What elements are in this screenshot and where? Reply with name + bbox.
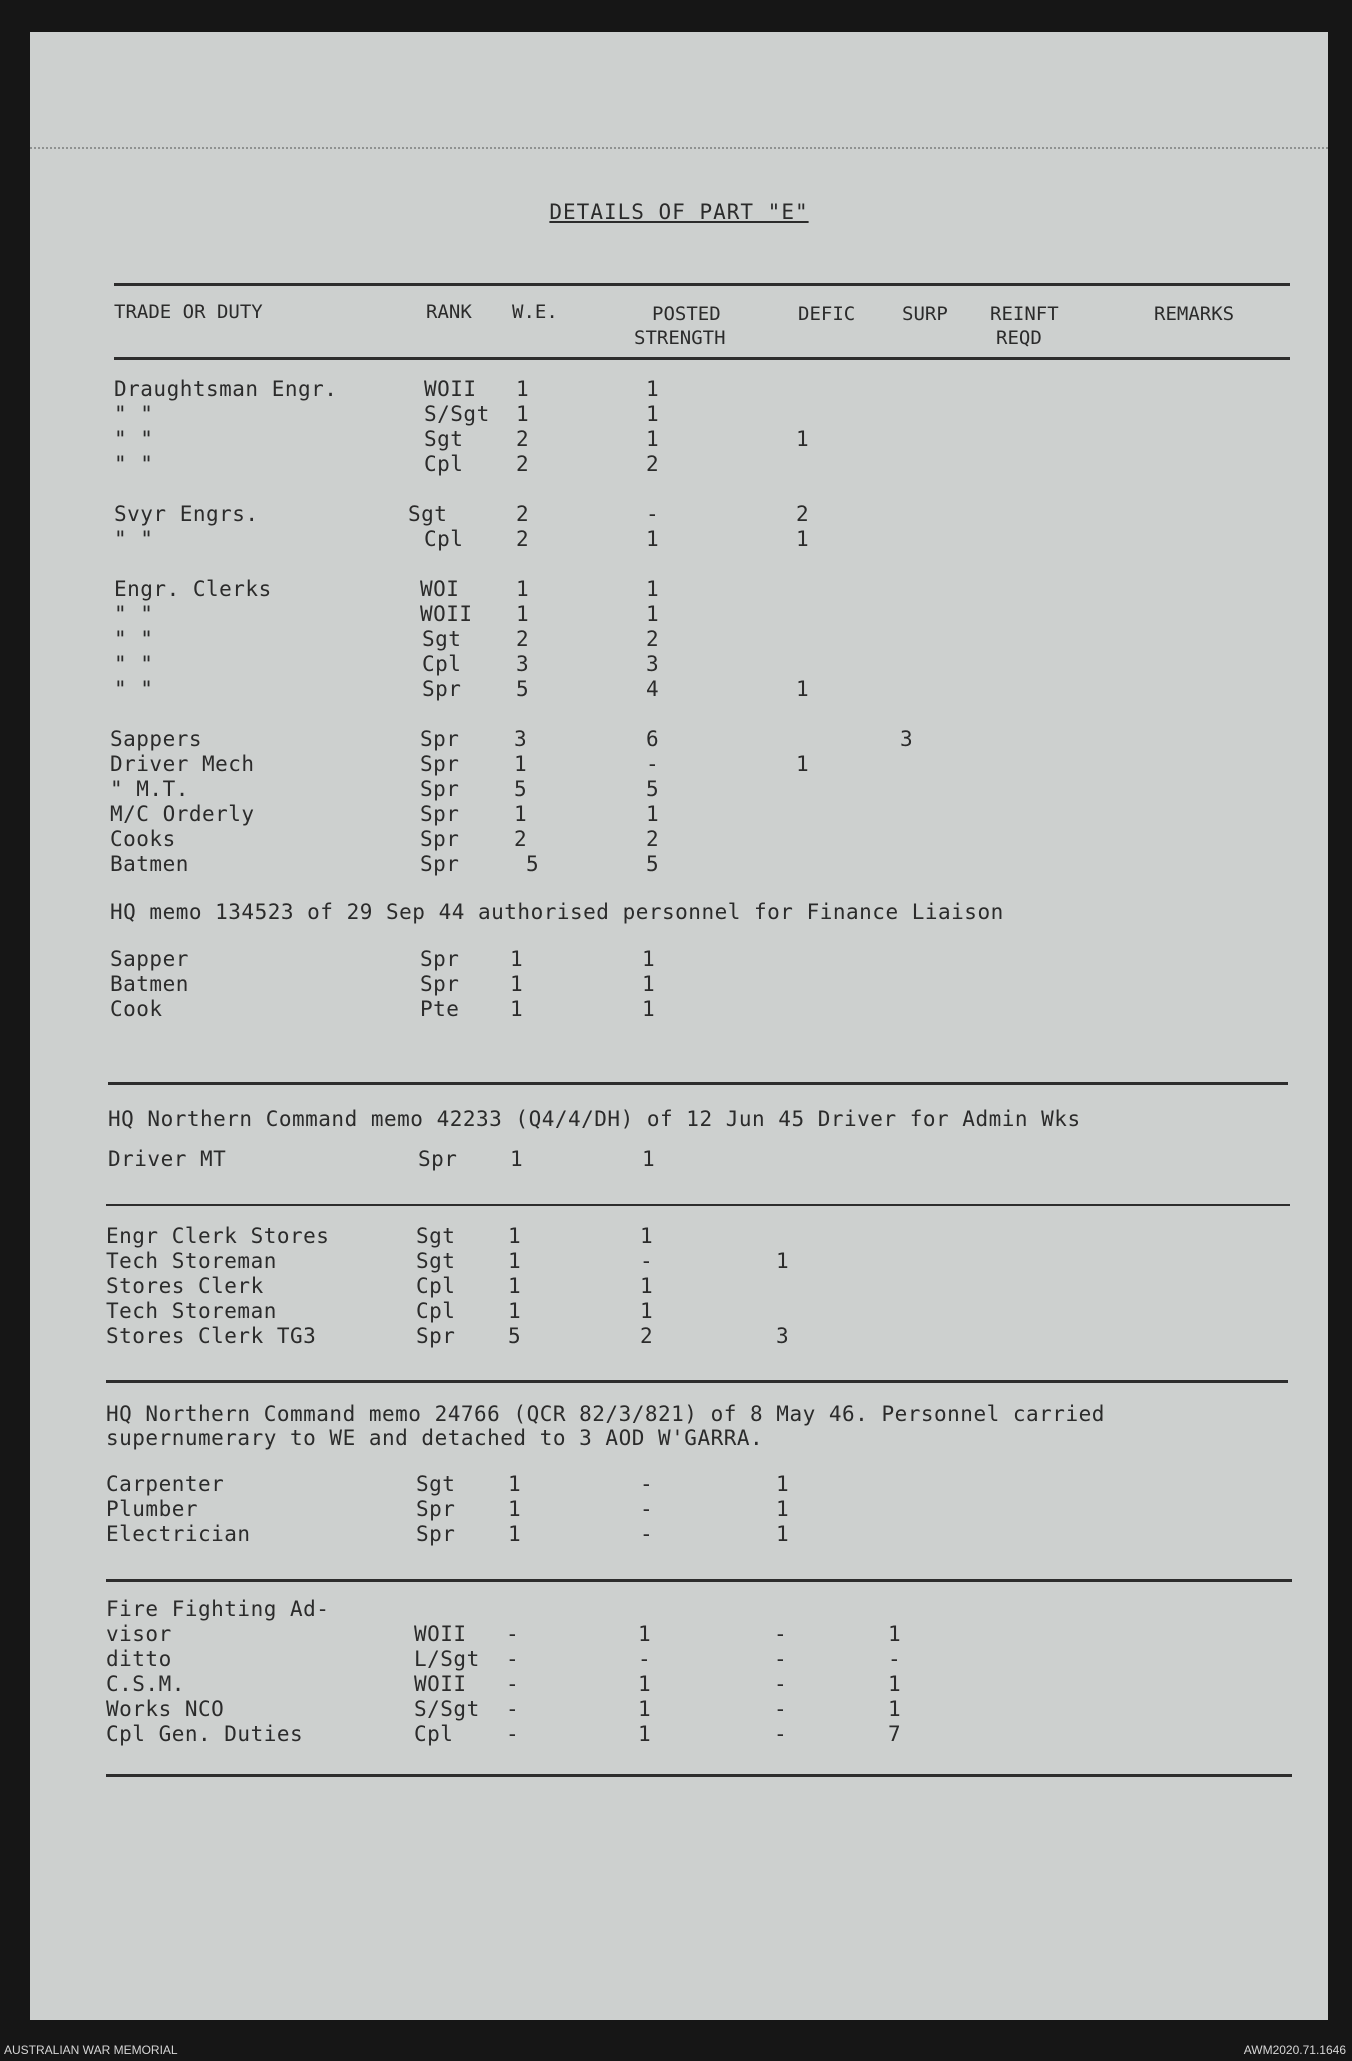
trade-cell: C.S.M. xyxy=(106,1672,185,1696)
header-surp: SURP xyxy=(902,303,948,325)
posted-cell: 1 xyxy=(638,1722,652,1746)
rank-cell: Spr xyxy=(420,802,460,826)
table-row xyxy=(30,1299,1328,1324)
we-cell: 3 xyxy=(514,727,528,751)
table-row xyxy=(30,1597,1328,1622)
rank-cell: Cpl xyxy=(416,1299,456,1323)
trade-cell: Works NCO xyxy=(106,1697,225,1721)
table-row xyxy=(30,677,1328,702)
rank-cell: S/Sgt xyxy=(424,402,490,426)
footer-source: AUSTRALIAN WAR MEMORIAL xyxy=(4,2043,178,2057)
table-row xyxy=(30,502,1328,527)
defic-cell: - xyxy=(774,1622,788,1646)
header-reqd: REQD xyxy=(996,327,1042,349)
we-cell: 3 xyxy=(516,652,530,676)
header-bottom-rule xyxy=(114,357,1290,360)
we-cell: - xyxy=(506,1622,520,1646)
table-row xyxy=(30,652,1328,677)
header-posted: POSTED xyxy=(652,303,721,325)
table-row xyxy=(30,1672,1328,1697)
we-cell: 5 xyxy=(508,1324,522,1348)
rank-cell: Pte xyxy=(420,997,460,1021)
rank-cell: Spr xyxy=(420,752,460,776)
trade-cell: " " xyxy=(114,652,154,676)
posted-cell: 1 xyxy=(640,1224,654,1248)
trade-cell: " " xyxy=(114,677,154,701)
rank-cell: Cpl xyxy=(424,527,464,551)
defic-cell: 1 xyxy=(796,752,810,776)
table-row xyxy=(30,1472,1328,1497)
defic-cell: - xyxy=(774,1647,788,1671)
table-row xyxy=(30,727,1328,752)
rank-cell: Cpl xyxy=(416,1274,456,1298)
trade-cell: Engr Clerk Stores xyxy=(106,1224,330,1248)
trade-cell: Batmen xyxy=(110,972,189,996)
rank-cell: Sgt xyxy=(422,627,462,651)
defic-cell: 1 xyxy=(776,1497,790,1521)
table-row xyxy=(30,752,1328,777)
table-row xyxy=(30,1147,1328,1172)
header-reinft: REINFT xyxy=(990,303,1059,325)
trade-cell: visor xyxy=(106,1622,172,1646)
table-row xyxy=(30,577,1328,602)
rank-cell: Cpl xyxy=(424,452,464,476)
table-row xyxy=(30,1497,1328,1522)
trade-cell: Sapper xyxy=(110,947,189,971)
section-rule xyxy=(106,1204,1290,1206)
trade-cell: Fire Fighting Ad- xyxy=(106,1597,330,1621)
posted-cell: 1 xyxy=(642,947,656,971)
trade-cell: Cpl Gen. Duties xyxy=(106,1722,304,1746)
defic-cell: 1 xyxy=(776,1472,790,1496)
posted-cell: 3 xyxy=(646,652,660,676)
page-title: DETAILS OF PART "E" xyxy=(549,200,809,224)
trade-cell: Engr. Clerks xyxy=(114,577,272,601)
posted-cell: - xyxy=(640,1249,654,1273)
posted-cell: 1 xyxy=(646,802,660,826)
rank-cell: Spr xyxy=(420,852,460,876)
posted-cell: 2 xyxy=(646,627,660,651)
header-we: W.E. xyxy=(512,301,558,323)
defic-cell: 1 xyxy=(796,677,810,701)
we-cell: 2 xyxy=(516,502,530,526)
rank-cell: L/Sgt xyxy=(414,1647,480,1671)
posted-cell: 2 xyxy=(646,452,660,476)
rank-cell: Spr xyxy=(416,1522,456,1546)
posted-cell: 1 xyxy=(642,972,656,996)
we-cell: 1 xyxy=(508,1522,522,1546)
defic-cell: 3 xyxy=(776,1324,790,1348)
table-row xyxy=(30,527,1328,552)
section-note-continued: supernumerary to WE and detached to 3 AOD W'GARRA. xyxy=(106,1426,764,1450)
table-row xyxy=(30,1224,1328,1249)
table-row xyxy=(30,1249,1328,1274)
table-row xyxy=(30,1522,1328,1547)
defic-cell: - xyxy=(774,1697,788,1721)
posted-cell: 5 xyxy=(646,777,660,801)
header-trade: TRADE OR DUTY xyxy=(114,301,263,323)
we-cell: 5 xyxy=(516,677,530,701)
rank-cell: Spr xyxy=(420,727,460,751)
defic-cell: 1 xyxy=(776,1249,790,1273)
trade-cell: Cook xyxy=(110,997,163,1021)
trade-cell: Plumber xyxy=(106,1497,199,1521)
rank-cell: Spr xyxy=(422,677,462,701)
defic-cell: 1 xyxy=(776,1522,790,1546)
section-note: HQ Northern Command memo 42233 (Q4/4/DH) of 12 Jun 45 Driver for Admin Wks xyxy=(108,1107,1081,1131)
trade-cell: Batmen xyxy=(110,852,189,876)
defic-cell: 1 xyxy=(796,527,810,551)
rank-cell: Spr xyxy=(420,947,460,971)
rank-cell: Spr xyxy=(420,972,460,996)
header-rank: RANK xyxy=(426,301,472,323)
trade-cell: Driver MT xyxy=(108,1147,227,1171)
posted-cell: 1 xyxy=(646,427,660,451)
we-cell: 1 xyxy=(510,1147,524,1171)
trade-cell: " M.T. xyxy=(110,777,189,801)
posted-cell: 5 xyxy=(646,852,660,876)
posted-cell: 1 xyxy=(640,1299,654,1323)
trade-cell: " " xyxy=(114,427,154,451)
surp-cell: 1 xyxy=(888,1672,902,1696)
rank-cell: Sgt xyxy=(416,1224,456,1248)
we-cell: 1 xyxy=(516,402,530,426)
trade-cell: Electrician xyxy=(106,1522,251,1546)
rank-cell: WOII xyxy=(414,1622,467,1646)
we-cell: 5 xyxy=(526,852,540,876)
trade-cell: Cooks xyxy=(110,827,176,851)
trade-cell: " " xyxy=(114,627,154,651)
we-cell: 1 xyxy=(514,752,528,776)
posted-cell: 2 xyxy=(640,1324,654,1348)
we-cell: 1 xyxy=(508,1497,522,1521)
posted-cell: 1 xyxy=(646,402,660,426)
trade-cell: " " xyxy=(114,527,154,551)
rank-cell: Spr xyxy=(420,827,460,851)
posted-cell: 1 xyxy=(640,1274,654,1298)
we-cell: 2 xyxy=(516,452,530,476)
we-cell: 2 xyxy=(514,827,528,851)
we-cell: - xyxy=(506,1722,520,1746)
table-row xyxy=(30,1697,1328,1722)
perforation-line xyxy=(30,147,1328,149)
posted-cell: 1 xyxy=(646,602,660,626)
trade-cell: Stores Clerk TG3 xyxy=(106,1324,317,1348)
table-row xyxy=(30,452,1328,477)
we-cell: 1 xyxy=(516,377,530,401)
posted-cell: - xyxy=(638,1647,652,1671)
rank-cell: Cpl xyxy=(414,1722,454,1746)
we-cell: 1 xyxy=(508,1299,522,1323)
section-note: HQ memo 134523 of 29 Sep 44 authorised personnel for Finance Liaison xyxy=(110,900,1004,924)
we-cell: 1 xyxy=(508,1274,522,1298)
table-row xyxy=(30,1647,1328,1672)
footer-accession: AWM2020.71.1646 xyxy=(1243,2043,1346,2057)
trade-cell: " " xyxy=(114,602,154,626)
we-cell: 1 xyxy=(508,1472,522,1496)
surp-cell: 3 xyxy=(900,727,914,751)
defic-cell: - xyxy=(774,1722,788,1746)
section-rule xyxy=(106,1380,1288,1383)
defic-cell: - xyxy=(774,1672,788,1696)
trade-cell: Draughtsman Engr. xyxy=(114,377,338,401)
we-cell: 1 xyxy=(516,602,530,626)
table-row xyxy=(30,602,1328,627)
rank-cell: WOI xyxy=(420,577,460,601)
surp-cell: 7 xyxy=(888,1722,902,1746)
posted-cell: 2 xyxy=(646,827,660,851)
posted-cell: 1 xyxy=(646,527,660,551)
header-top-rule xyxy=(114,283,1290,286)
trade-cell: ditto xyxy=(106,1647,172,1671)
posted-cell: 1 xyxy=(642,1147,656,1171)
we-cell: 1 xyxy=(508,1224,522,1248)
table-row xyxy=(30,427,1328,452)
posted-cell: 6 xyxy=(646,727,660,751)
header-strength: STRENGTH xyxy=(634,327,726,349)
trade-cell: Svyr Engrs. xyxy=(114,502,259,526)
we-cell: 1 xyxy=(510,972,524,996)
rank-cell: Spr xyxy=(418,1147,458,1171)
posted-cell: - xyxy=(646,752,660,776)
posted-cell: 1 xyxy=(638,1697,652,1721)
we-cell: 2 xyxy=(516,527,530,551)
trade-cell: Carpenter xyxy=(106,1472,225,1496)
rank-cell: WOII xyxy=(414,1672,467,1696)
bottom-rule xyxy=(106,1774,1292,1777)
we-cell: 2 xyxy=(516,627,530,651)
rank-cell: Spr xyxy=(420,777,460,801)
table-row xyxy=(30,1622,1328,1647)
defic-cell: 1 xyxy=(796,427,810,451)
table-row xyxy=(30,827,1328,852)
rank-cell: Sgt xyxy=(424,427,464,451)
we-cell: 1 xyxy=(514,802,528,826)
surp-cell: 1 xyxy=(888,1622,902,1646)
table-row xyxy=(30,997,1328,1022)
table-row xyxy=(30,972,1328,997)
posted-cell: - xyxy=(640,1497,654,1521)
rank-cell: Cpl xyxy=(422,652,462,676)
trade-cell: M/C Orderly xyxy=(110,802,255,826)
trade-cell: " " xyxy=(114,452,154,476)
table-row xyxy=(30,402,1328,427)
we-cell: 1 xyxy=(508,1249,522,1273)
we-cell: 1 xyxy=(516,577,530,601)
section-note: HQ Northern Command memo 24766 (QCR 82/3/821) of 8 May 46. Personnel carried xyxy=(106,1402,1105,1426)
defic-cell: 2 xyxy=(796,502,810,526)
trade-cell: Sappers xyxy=(110,727,203,751)
posted-cell: 1 xyxy=(642,997,656,1021)
document-page xyxy=(30,32,1328,2020)
table-row xyxy=(30,627,1328,652)
posted-cell: 1 xyxy=(646,577,660,601)
posted-cell: 1 xyxy=(638,1622,652,1646)
rank-cell: Sgt xyxy=(408,502,448,526)
table-row xyxy=(30,1722,1328,1747)
we-cell: - xyxy=(506,1647,520,1671)
posted-cell: 4 xyxy=(646,677,660,701)
surp-cell: 1 xyxy=(888,1697,902,1721)
posted-cell: 1 xyxy=(646,377,660,401)
table-row xyxy=(30,1274,1328,1299)
trade-cell: Driver Mech xyxy=(110,752,255,776)
we-cell: 1 xyxy=(510,947,524,971)
table-row xyxy=(30,852,1328,877)
rank-cell: Sgt xyxy=(416,1249,456,1273)
table-row xyxy=(30,377,1328,402)
header-remarks: REMARKS xyxy=(1154,303,1235,325)
rank-cell: Spr xyxy=(416,1497,456,1521)
posted-cell: - xyxy=(640,1472,654,1496)
section-rule xyxy=(106,1579,1292,1582)
table-row xyxy=(30,802,1328,827)
trade-cell: Stores Clerk xyxy=(106,1274,264,1298)
rank-cell: WOII xyxy=(420,602,473,626)
table-row xyxy=(30,947,1328,972)
header-defic: DEFIC xyxy=(798,303,856,325)
posted-cell: 1 xyxy=(638,1672,652,1696)
trade-cell: Tech Storeman xyxy=(106,1249,277,1273)
rank-cell: Sgt xyxy=(416,1472,456,1496)
posted-cell: - xyxy=(646,502,660,526)
we-cell: - xyxy=(506,1672,520,1696)
table-row xyxy=(30,777,1328,802)
posted-cell: - xyxy=(640,1522,654,1546)
rank-cell: Spr xyxy=(416,1324,456,1348)
we-cell: - xyxy=(506,1697,520,1721)
trade-cell: Tech Storeman xyxy=(106,1299,277,1323)
trade-cell: " " xyxy=(114,402,154,426)
we-cell: 5 xyxy=(514,777,528,801)
table-row xyxy=(30,1324,1328,1349)
we-cell: 1 xyxy=(510,997,524,1021)
surp-cell: - xyxy=(888,1647,902,1671)
we-cell: 2 xyxy=(516,427,530,451)
section-rule xyxy=(108,1082,1288,1085)
rank-cell: WOII xyxy=(424,377,477,401)
rank-cell: S/Sgt xyxy=(414,1697,480,1721)
